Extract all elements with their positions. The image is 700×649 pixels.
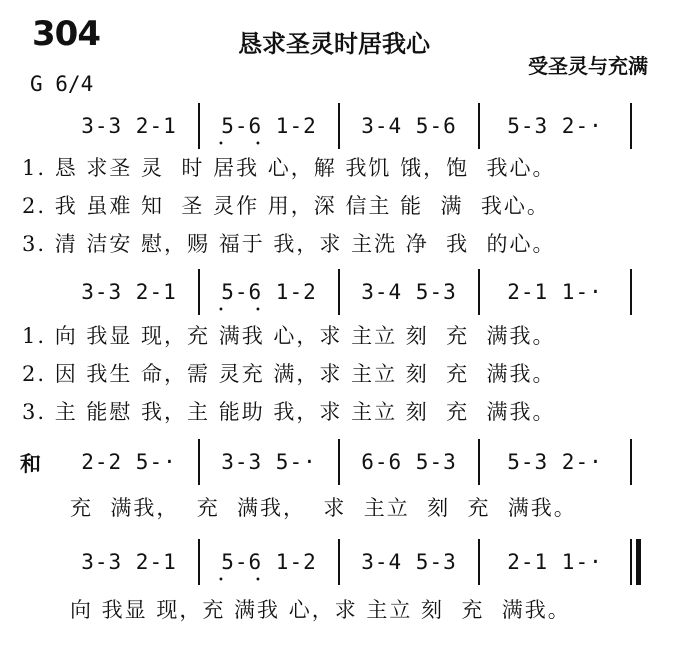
hymn-number: 304 bbox=[32, 14, 100, 54]
measure: 6-6 5-3 bbox=[361, 450, 457, 474]
chorus-label: 和 bbox=[20, 452, 41, 476]
lyric-line: 向 我显 现，充 满我 心，求 主立 刻 充 满我。 bbox=[70, 598, 571, 622]
measure: 5-6 1-2 bbox=[221, 550, 317, 574]
octave-dot: • bbox=[255, 139, 261, 150]
music-row bbox=[20, 436, 680, 488]
barline bbox=[630, 439, 632, 485]
music-row bbox=[60, 100, 680, 152]
measure: 5-3 2-· bbox=[507, 114, 603, 138]
measure: 3-4 5-3 bbox=[361, 550, 457, 574]
barline bbox=[630, 269, 632, 315]
octave-dot: • bbox=[218, 575, 224, 586]
music-row bbox=[60, 536, 680, 588]
measure: 2-1 1-· bbox=[507, 550, 603, 574]
octave-dot: • bbox=[218, 139, 224, 150]
measure: 5-3 2-· bbox=[507, 450, 603, 474]
music-row bbox=[60, 266, 680, 318]
key-signature: G 6/4 bbox=[30, 72, 94, 96]
final-barline bbox=[630, 539, 641, 585]
lyric-line: 2. 我 虽难 知 圣 灵作 用，深 信主 能 满 我心。 bbox=[22, 194, 550, 218]
hymn-title: 恳求圣灵时居我心 bbox=[238, 30, 430, 58]
octave-dot: • bbox=[255, 575, 261, 586]
lyric-line: 1. 恳 求圣 灵 时 居我 心，解 我饥 饿，饱 我心。 bbox=[22, 156, 556, 180]
measure: 2-2 5-· bbox=[81, 450, 177, 474]
measure: 3-3 2-1 bbox=[81, 114, 177, 138]
lyric-line: 3. 清 洁安 慰，赐 福于 我，求 主洗 净 我 的心。 bbox=[22, 232, 556, 256]
lyric-line: 2. 因 我生 命，需 灵充 满，求 主立 刻 充 满我。 bbox=[22, 362, 556, 386]
hymn-category: 受圣灵与充满 bbox=[528, 54, 648, 78]
measure: 3-3 2-1 bbox=[81, 550, 177, 574]
measure: 3-4 5-3 bbox=[361, 280, 457, 304]
measure: 3-3 5-· bbox=[221, 450, 317, 474]
lyric-line: 充 满我， 充 满我， 求 主立 刻 充 满我。 bbox=[70, 496, 577, 520]
lyric-line: 1. 向 我显 现，充 满我 心，求 主立 刻 充 满我。 bbox=[22, 324, 556, 348]
measure: 3-3 2-1 bbox=[81, 280, 177, 304]
measure: 3-4 5-6 bbox=[361, 114, 457, 138]
measure: 5-6 1-2 bbox=[221, 114, 317, 138]
lyric-line: 3. 主 能慰 我，主 能助 我，求 主立 刻 充 满我。 bbox=[22, 400, 556, 424]
measure: 5-6 1-2 bbox=[221, 280, 317, 304]
barline bbox=[630, 103, 632, 149]
octave-dot: • bbox=[255, 305, 261, 316]
measure: 2-1 1-· bbox=[507, 280, 603, 304]
octave-dot: • bbox=[218, 305, 224, 316]
